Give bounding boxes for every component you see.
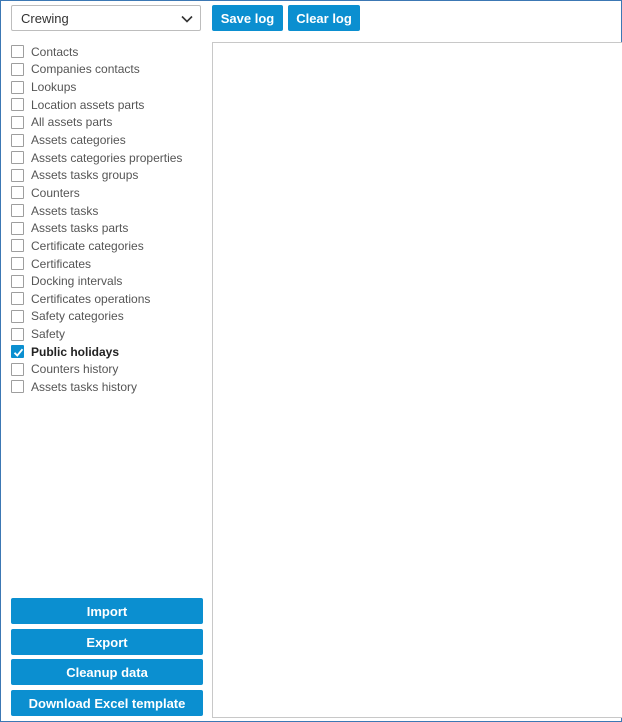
import-button[interactable]: Import (11, 598, 203, 624)
table-checkbox-item[interactable] (11, 61, 206, 79)
table-checkbox-label: Assets tasks history (31, 379, 138, 394)
table-checkbox-label: Lookups (31, 80, 77, 95)
table-checkbox-label: All assets parts (31, 115, 113, 130)
checkbox[interactable] (11, 310, 24, 323)
checkbox[interactable] (11, 204, 24, 217)
table-checkbox-item[interactable] (11, 325, 206, 343)
checkbox[interactable] (11, 186, 24, 199)
checkbox[interactable] (11, 81, 24, 94)
table-checkbox-item[interactable] (11, 272, 206, 290)
checkbox[interactable] (11, 45, 24, 58)
table-checkbox-label: Certificate categories (31, 238, 144, 253)
table-checkbox-item[interactable] (11, 343, 206, 361)
checkbox[interactable] (11, 292, 24, 305)
save-log-button[interactable]: Save log (212, 5, 283, 31)
table-checkbox-item[interactable] (11, 361, 206, 379)
table-checkbox-item[interactable] (11, 114, 206, 132)
table-checkbox-item[interactable] (11, 308, 206, 326)
table-checkbox-label: Location assets parts (31, 97, 145, 112)
table-checkbox-label: Docking intervals (31, 274, 123, 289)
table-checkbox-item[interactable] (11, 96, 206, 114)
table-checkbox-label: Certificates operations (31, 291, 151, 306)
table-checkbox-item[interactable] (11, 219, 206, 237)
checkbox[interactable] (11, 63, 24, 76)
table-checkbox-item[interactable] (11, 131, 206, 149)
table-checkbox-label: Safety (31, 327, 66, 342)
module-select-value: Crewing (21, 10, 69, 26)
table-checkbox-label: Assets categories (31, 133, 126, 148)
checkbox[interactable] (11, 169, 24, 182)
checkbox[interactable] (11, 116, 24, 129)
checkbox[interactable] (11, 363, 24, 376)
module-select[interactable] (11, 5, 201, 31)
checkbox-checked[interactable] (11, 345, 24, 358)
table-checkbox-item[interactable] (11, 149, 206, 167)
chevron-down-icon (180, 12, 194, 26)
checkbox[interactable] (11, 275, 24, 288)
table-checkbox-label: Assets categories properties (31, 150, 183, 165)
checkmark-icon (13, 347, 24, 358)
table-checkbox-item[interactable] (11, 202, 206, 220)
checkbox[interactable] (11, 239, 24, 252)
export-button[interactable]: Export (11, 629, 203, 655)
checkbox[interactable] (11, 380, 24, 393)
table-checkbox-item[interactable] (11, 184, 206, 202)
cleanup-data-button[interactable]: Cleanup data (11, 659, 203, 685)
table-checkbox-item[interactable] (11, 166, 206, 184)
table-checkbox-item[interactable] (11, 255, 206, 273)
checkbox[interactable] (11, 134, 24, 147)
table-checkbox-label: Counters history (31, 362, 119, 377)
table-checkbox-label: Assets tasks groups (31, 168, 139, 183)
table-checkbox-item[interactable] (11, 78, 206, 96)
checkbox[interactable] (11, 222, 24, 235)
table-checkbox-label: Counters (31, 185, 80, 200)
checkbox[interactable] (11, 151, 24, 164)
table-checkbox-label: Public holidays (31, 344, 120, 359)
download-excel-template-button[interactable]: Download Excel template (11, 690, 203, 716)
table-checkbox-label: Safety categories (31, 309, 124, 324)
clear-log-button[interactable]: Clear log (288, 5, 360, 31)
table-checkbox-label: Assets tasks parts (31, 221, 129, 236)
table-checkbox-label: Contacts (31, 44, 79, 59)
table-checkbox-label: Assets tasks (31, 203, 99, 218)
log-output-panel[interactable] (212, 42, 622, 718)
table-checkbox-item[interactable] (11, 290, 206, 308)
table-checkbox-list (11, 43, 206, 396)
checkbox[interactable] (11, 257, 24, 270)
table-checkbox-label: Certificates (31, 256, 92, 271)
checkbox[interactable] (11, 98, 24, 111)
table-checkbox-item[interactable] (11, 43, 206, 61)
checkbox[interactable] (11, 328, 24, 341)
table-checkbox-label: Companies contacts (31, 62, 140, 77)
table-checkbox-item[interactable] (11, 378, 206, 396)
table-checkbox-item[interactable] (11, 237, 206, 255)
